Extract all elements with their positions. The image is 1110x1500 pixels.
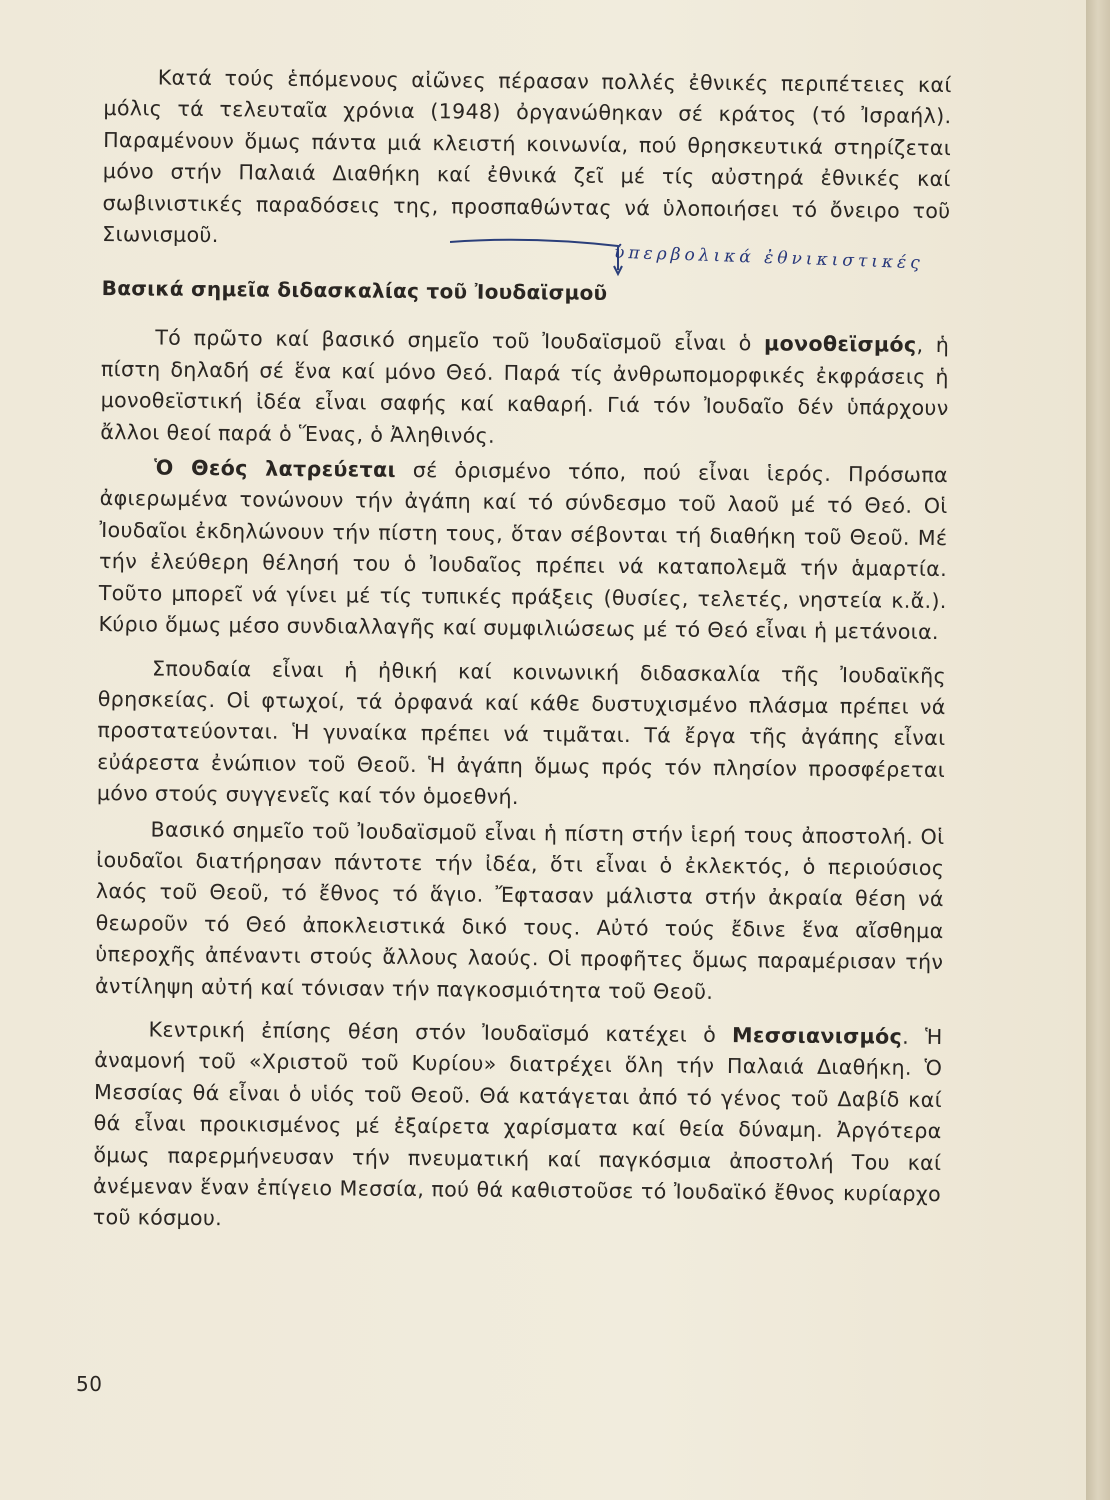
term-messianism: Μεσσιανισμός: [732, 1023, 903, 1049]
book-spine-edge: [1086, 0, 1110, 1500]
term-monotheism: μονοθεϊσμός: [763, 331, 917, 358]
paragraph-messianism-text-a: Κεντρική ἐπίσης θέση στόν Ἰουδαϊσμό κατέχει ὁ: [148, 1017, 733, 1048]
section-heading: Βασικά σημεῖα διδασκαλίας τοῦ Ἰουδαϊσμοῦ: [101, 276, 608, 306]
page-number: 50: [76, 1372, 103, 1396]
term-worship: Ὁ Θεός λατρεύεται: [153, 455, 397, 482]
handwritten-underline-mark: [450, 230, 630, 280]
paragraph-mission: Βασικό σημεῖο τοῦ Ἰουδαϊσμοῦ εἶναι ἡ πίστη στήν ἱερή τους ἀποστολή. Οἱ ἰουδαῖοι διατήρησαν πάντοτε τήν ἰδέα, ὅτι εἶναι ὁ ἐκλεκτός, ὁ περιούσιος λαός τοῦ Θεοῦ, τό ἔθνος τό ἅγιο. Ἔφτασαν μάλιστα στήν ἀκραία θέση νά θεωροῦν τό Θεό ἀποκλειστικά δικό τους. Αὐτό τούς ἔδινε ἕνα αἴσθημα ὑπεροχῆς ἀπέναντι στούς ἄλλους λαούς. Οἱ προφῆτες ὅμως παραμέρισαν τήν ἀντίληψη αὐτή καί τόνισαν τήν παγκοσμιότητα τοῦ Θεοῦ.: [94, 817, 945, 1004]
handwritten-note: ὑπερβολικά ἐθνικιστικές: [613, 242, 925, 274]
paragraph-worship-text: σέ ὁρισμένο τόπο, πού εἶναι ἱερός. Πρόσωπα ἀφιερωμένα τονώνουν τήν ἀγάπη καί τό σύνδεσμο τοῦ λαοῦ μέ τό Θεό. Οἱ Ἰουδαῖοι ἐκδηλώνουν τήν πίστη τους, ὅταν σέβονται τή διαθήκη τοῦ Θεοῦ. Μέ τήν ἐλεύθερη θέλησή του ὁ Ἰουδαῖος πρέπει νά καταπολεμᾶ τήν ἁμαρτία. Τοῦτο μπορεῖ νά γίνει μέ τίς τυπικές πράξεις (θυσίες, τελετές, νηστεία κ.ἄ.). Κύριο ὅμως μέσο συνδιαλλαγῆς καί συμφιλιώσεως μέ τό Θεό εἶναι ἡ μετάνοια.: [98, 457, 949, 645]
paragraph-messianism-text-b: . Ἡ ἀναμονή τοῦ «Χριστοῦ τοῦ Κυρίου» διατρέχει ὅλη τήν Παλαιά Διαθήκη. Ὁ Μεσσίας θά εἶναι ὁ υἱός τοῦ Θεοῦ. Θά κατάγεται ἀπό τό γένος τοῦ Δαβίδ καί θά εἶναι προικισμένος μέ ἐξαίρετα χαρίσματα καί θεία δύναμη. Ἀργότερα ὅμως παρερμήνευσαν τήν πνευματική καί παγκόσμια ἀποστολή Του καί ἀνέμεναν ἕναν ἐπίγειο Μεσσία, πού θά καθιστοῦσε τό Ἰουδαϊκό ἔθνος κυρίαρχο τοῦ κόσμου.: [92, 1024, 943, 1231]
paragraph-worship: [98, 452, 948, 649]
paragraph-monotheism-text-a: Τό πρῶτο καί βασικό σημεῖο τοῦ Ἰουδαϊσμοῦ εἶναι ὁ: [155, 325, 765, 356]
paragraph-ethics: Σπουδαία εἶναι ἡ ἠθική καί κοινωνική διδασκαλία τῆς Ἰουδαϊκῆς θρησκείας. Οἱ φτωχοί, τά ὀρφανά καί κάθε δυστυχισμένο πλάσμα πρέπει νά προστατεύονται. Ἡ γυναίκα πρέπει νά τιμᾶται. Τά ἔργα τῆς ἀγάπης εἶναι εὐάρεστα ἐνώπιον τοῦ Θεοῦ. Ἡ ἀγάπη ὅμως πρός τόν πλησίον προσφέρεται μόνο στούς συγγενεῖς καί τόν ὁμοεθνή.: [96, 655, 947, 810]
paragraph-history: Κατά τούς ἑπόμενους αἰῶνες πέρασαν πολλές ἐθνικές περιπέτειες καί μόλις τά τελευταῖα χρόνια (1948) ὀργανώθηκαν σέ κράτος (τό Ἰσραήλ). Παραμένουν ὅμως πάντα μιά κλειστή κοινωνία, πού θρησκευτικά στηρίζεται μόνο στήν Παλαιά Διαθήκη καί ἐθνικά ζεῖ μέ τίς αὐστηρά ἐθνικές καί σωβινιστικές παραδόσεις της, προσπαθώντας νά ὑλοποιήσει τό ὄνειρο τοῦ Σιωνισμοῦ.: [102, 65, 952, 248]
paragraph-messianism: [93, 1014, 943, 1242]
paragraph-monotheism: [100, 322, 949, 456]
paragraph-monotheism-text-b: , ἡ πίστη δηλαδή σέ ἕνα καί μόνο Θεό. Παρά τίς ἀνθρωπομορφικές ἐκφράσεις ἡ μονοθεϊστική ἰδέα εἶναι σαφής καί καθαρή. Γιά τόν Ἰουδαῖο δέν ὑπάρχουν ἄλλοι θεοί παρά ὁ Ἕνας, ὁ Ἀληθινός.: [100, 333, 950, 448]
ink-stroke: [450, 240, 618, 270]
